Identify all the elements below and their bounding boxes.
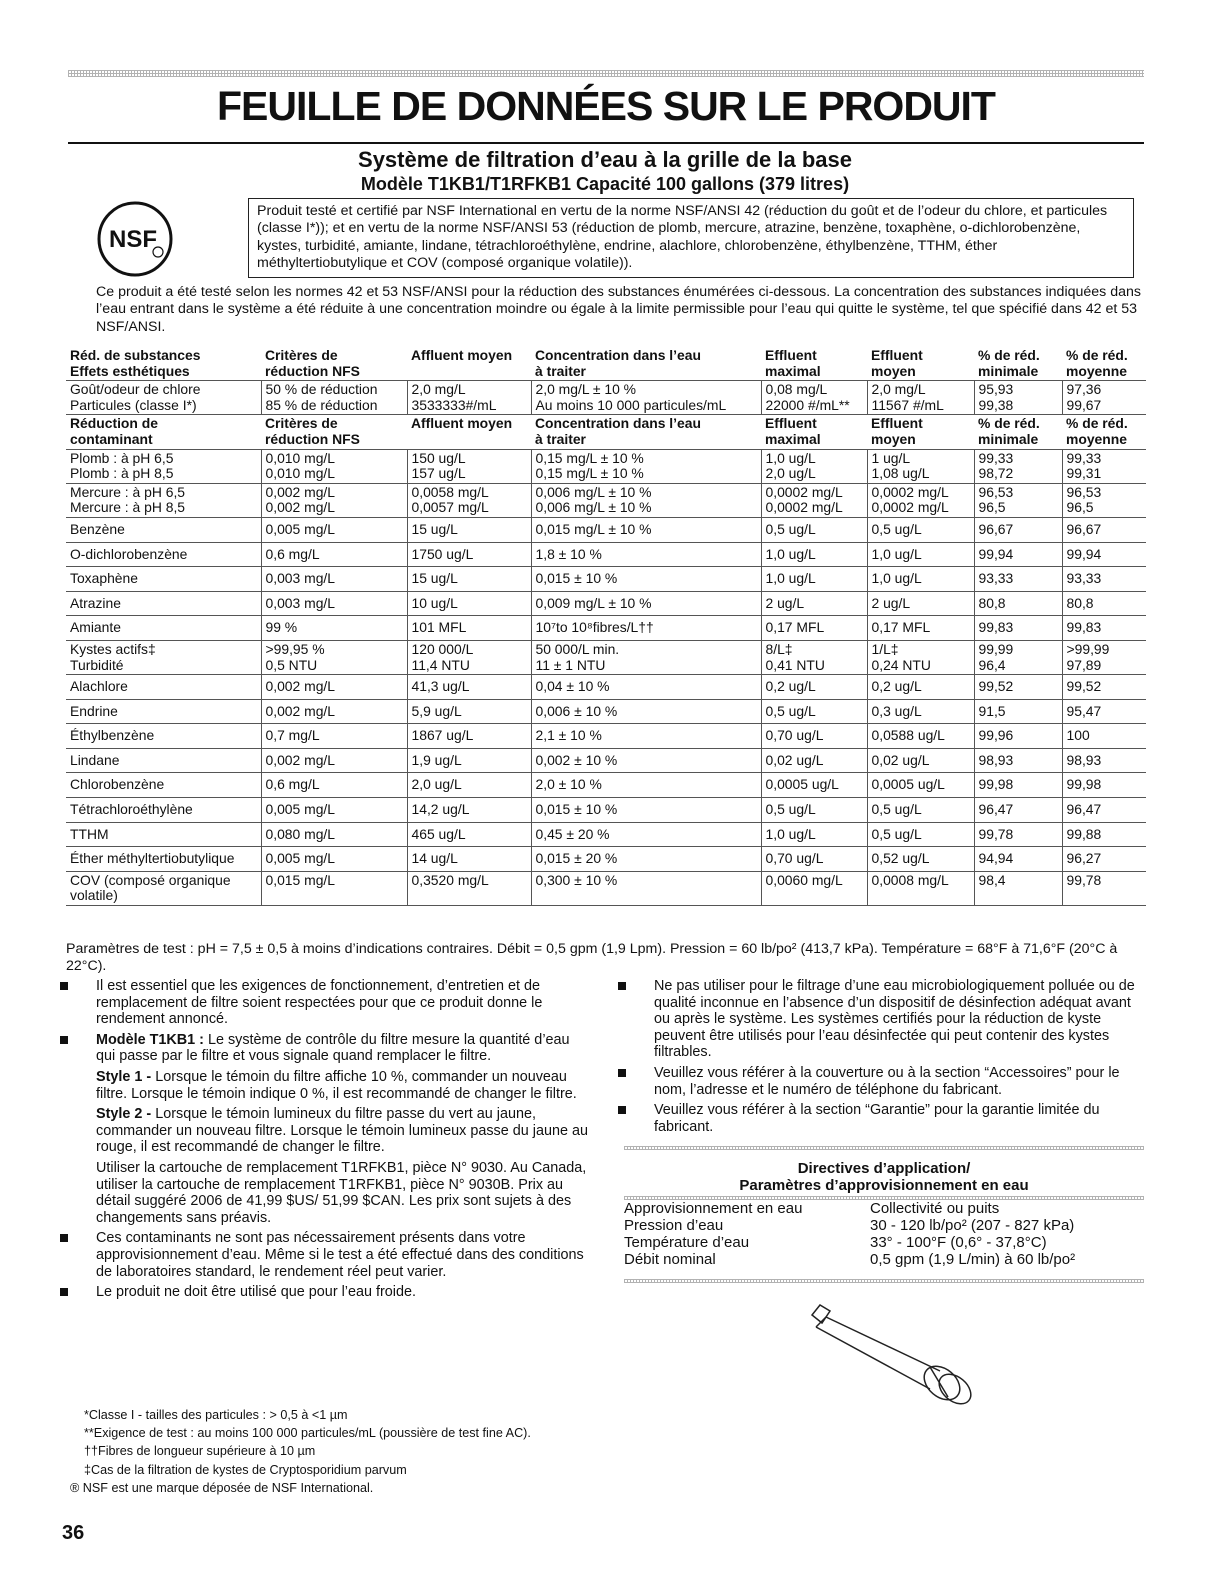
list-item — [60, 1230, 592, 1280]
table-cell: 1,9 ug/L — [407, 748, 531, 773]
table-cell: 0,0058 mg/L 0,0057 mg/L — [407, 483, 531, 517]
table-cell: % de réd. minimale — [974, 415, 1062, 449]
table-cell: 0,6 mg/L — [261, 773, 407, 798]
table-cell: 1750 ug/L — [407, 542, 531, 567]
table-cell: 80,8 — [1062, 591, 1146, 616]
table-cell: 0,080 mg/L — [261, 822, 407, 847]
table-cell: 0,5 ug/L — [867, 517, 974, 542]
table-row — [66, 449, 1146, 483]
table-row — [66, 724, 1146, 749]
table-cell: 99,98 — [974, 773, 1062, 798]
table-cell: 0,015 ± 20 % — [531, 847, 761, 872]
table-cell: Réduction de contaminant — [66, 415, 261, 449]
table-cell: 0,009 mg/L ± 10 % — [531, 591, 761, 616]
table-row — [66, 699, 1146, 724]
table-cell: 0,0002 mg/L 0,0002 mg/L — [761, 483, 867, 517]
table-cell: 2 ug/L — [867, 591, 974, 616]
table-cell: 1,0 ug/L — [761, 567, 867, 592]
table-cell: 0,0588 ug/L — [867, 724, 974, 749]
table-cell: 41,3 ug/L — [407, 675, 531, 700]
bullet-icon — [618, 982, 626, 990]
style1-body: Lorsque le témoin du filtre affiche 10 %, commander un nouveau filtre. Lorsque le témoin indique 0 %, il est recommandé de changer le filtre. — [96, 1068, 577, 1102]
footnote: ‡Cas de la filtration de kystes de Cryptosporidium parvum — [84, 1462, 407, 1477]
directive-label: Température d’eau — [624, 1234, 750, 1251]
table-cell: 465 ug/L — [407, 822, 531, 847]
table-cell: 99,52 — [1062, 675, 1146, 700]
model-text: Le système de contrôle du filtre mesure la quantité d’eau qui passe par le filtre et vous signale quand remplacer le filtre. — [96, 1031, 570, 1065]
bullet-text: Veuillez vous référer à la couverture ou à la section “Accessoires” pour le nom, l’adresse et le numéro de téléphone du fabricant. — [654, 1064, 1120, 1098]
table-cell: Mercure : à pH 6,5 Mercure : à pH 8,5 — [66, 483, 261, 517]
table-cell: 1,0 ug/L — [867, 542, 974, 567]
table-cell: 0,015 mg/L — [261, 871, 407, 905]
table-cell: 1867 ug/L — [407, 724, 531, 749]
table-row — [66, 483, 1146, 517]
table-cell: 1/L‡ 0,24 NTU — [867, 640, 974, 674]
table-cell: Effluent moyen — [867, 415, 974, 449]
table-cell: Critères de réduction NFS — [261, 415, 407, 449]
table-cell: 99,78 — [974, 822, 1062, 847]
table-cell: 99,83 — [1062, 616, 1146, 641]
directives-table — [624, 1200, 1144, 1268]
table-cell: 98,93 — [974, 748, 1062, 773]
table-row — [66, 517, 1146, 542]
table-row — [66, 847, 1146, 872]
table-cell: 99,52 — [974, 675, 1062, 700]
directive-value: 0,5 gpm (1,9 L/min) à 60 lb/po² — [870, 1251, 1076, 1268]
table-cell: 96,27 — [1062, 847, 1146, 872]
table-cell: 2 ug/L — [761, 591, 867, 616]
table-cell: 98,4 — [974, 871, 1062, 905]
list-item — [618, 978, 1144, 1061]
table-cell: 0,15 mg/L ± 10 % 0,15 mg/L ± 10 % — [531, 449, 761, 483]
table-cell: Affluent moyen — [407, 415, 531, 449]
bullet-text: Ne pas utiliser pour le filtrage d’une eau microbiologiquement polluée ou de qualité inconnue en l’absence d’un dispositif de désinfection adéquat avant ou après le système. Les systèmes certifiés pour la réduction de kyste peuvent être utilisés pour l’eau désinfectée qui peut contenir des kystes filtrables. — [654, 978, 1135, 1061]
filter-cartridge-illustration — [790, 1297, 990, 1405]
table-row — [66, 773, 1146, 798]
table-cell: 0,08 mg/L 22000 #/mL** — [761, 381, 867, 415]
table-cell: Affluent moyen — [411, 347, 513, 363]
table-cell: 0,3520 mg/L — [407, 871, 531, 905]
table-cell: Critères de réduction NFS — [265, 347, 360, 379]
table-cell: 0,0060 mg/L — [761, 871, 867, 905]
bullet-icon — [60, 1036, 68, 1044]
directives-top-rule — [624, 1146, 1144, 1150]
table-cell: 99,83 — [974, 616, 1062, 641]
top-dotted-rule — [68, 70, 1144, 77]
table-cell: 97,36 99,67 — [1062, 381, 1146, 415]
directive-label: Débit nominal — [624, 1251, 716, 1268]
table-cell: 99,96 — [974, 724, 1062, 749]
table-cell: 15 ug/L — [407, 567, 531, 592]
footnote: ††Fibres de longueur supérieure à 10 µm — [84, 1444, 316, 1459]
table-cell: Alachlore — [66, 675, 261, 700]
directive-value: 33° - 100°F (0,6° - 37,8°C) — [870, 1234, 1047, 1251]
table-cell: 1,0 ug/L 2,0 ug/L — [761, 449, 867, 483]
footnote: *Classe I - tailles des particules : > 0,5 à <1 µm — [84, 1408, 348, 1422]
table-cell: 99,94 — [1062, 542, 1146, 567]
table-cell: Goût/odeur de chlore Particules (classe I*) — [66, 381, 261, 415]
table-cell: Atrazine — [66, 591, 261, 616]
bullet-text: Il est essentiel que les exigences de fonctionnement, d’entretien et de remplacement de filtre soient respectées pour que ce produit donne le rendement annoncé. — [96, 978, 543, 1028]
table-cell: 96,53 96,5 — [1062, 483, 1146, 517]
table-cell: Plomb : à pH 6,5 Plomb : à pH 8,5 — [66, 449, 261, 483]
table-cell: 14 ug/L — [407, 847, 531, 872]
table-cell: 0,5 ug/L — [761, 798, 867, 823]
bullet-icon — [60, 982, 68, 990]
data-table — [66, 345, 1146, 906]
table-cell: 0,003 mg/L — [261, 567, 407, 592]
table-cell: 99,33 98,72 — [974, 449, 1062, 483]
table-cell: 0,002 mg/L — [261, 699, 407, 724]
table-cell: Réd. de substances Effets esthétiques — [70, 347, 201, 379]
title-rule — [68, 142, 1144, 144]
table-cell: 1,8 ± 10 % — [531, 542, 761, 567]
table-cell: 95,93 99,38 — [974, 381, 1062, 415]
test-parameters: Paramètres de test : pH = 7,5 ± 0,5 à moins d’indications contraires. Débit = 0,5 gpm (1,9 Lpm). Pression = 60 lb/po² (413,7 kPa). Température = 68°F à 71,6°F (20°C à 22°C). — [66, 941, 1118, 974]
table-cell: 2,0 ug/L — [407, 773, 531, 798]
directive-row — [624, 1200, 1144, 1217]
table-cell: 96,53 96,5 — [974, 483, 1062, 517]
style2-label: Style 2 - — [96, 1106, 152, 1123]
table-row — [66, 567, 1146, 592]
table-cell: Éthylbenzène — [66, 724, 261, 749]
table-cell: >99,99 97,89 — [1062, 640, 1146, 674]
bullet-icon — [618, 1069, 626, 1077]
table-cell: 2,1 ± 10 % — [531, 724, 761, 749]
table-cell: 96,67 — [974, 517, 1062, 542]
bullet-icon — [60, 1288, 68, 1296]
table-cell: % de réd. minimale — [978, 347, 1040, 379]
table-cell: 0,015 mg/L ± 10 % — [531, 517, 761, 542]
table-cell: 2,0 mg/L ± 10 % Au moins 10 000 particules/mL — [531, 381, 761, 415]
table-cell: 0,002 mg/L — [261, 748, 407, 773]
directive-row — [624, 1217, 1144, 1234]
table-cell: 0,005 mg/L — [261, 798, 407, 823]
table-cell: Toxaphène — [66, 567, 261, 592]
list-item — [618, 1065, 1144, 1098]
table-cell: 50 % de réduction 85 % de réduction — [261, 381, 407, 415]
directives-title-2: Paramètres d’approvisionnement en eau — [739, 1177, 1029, 1194]
table-cell: 10 ug/L — [407, 591, 531, 616]
table-cell: 0,70 ug/L — [761, 847, 867, 872]
model-line: Modèle T1KB1/T1RFKB1 Capacité 100 gallons (379 litres) — [360, 174, 850, 194]
table-cell: 99 % — [261, 616, 407, 641]
list-item — [60, 978, 592, 1028]
table-row — [66, 822, 1146, 847]
directive-row — [624, 1251, 1144, 1268]
table-cell: Concentration dans l’eau à traiter — [535, 347, 701, 379]
table-cell: 0,010 mg/L 0,010 mg/L — [261, 449, 407, 483]
table-cell: 8/L‡ 0,41 NTU — [761, 640, 867, 674]
table-cell: Chlorobenzène — [66, 773, 261, 798]
table-cell: Lindane — [66, 748, 261, 773]
directives-title-1: Directives d’application/ — [797, 1160, 971, 1177]
bullet-text — [96, 1032, 592, 1065]
table-cell: 93,33 — [974, 567, 1062, 592]
table-cell: 0,02 ug/L — [867, 748, 974, 773]
bullet-text: Le produit ne doit être utilisé que pour l’eau froide. — [96, 1284, 417, 1301]
table-cell: 96,67 — [1062, 517, 1146, 542]
table-cell: 0,7 mg/L — [261, 724, 407, 749]
table-cell: 100 — [1062, 724, 1146, 749]
table-cell: 1,0 ug/L — [761, 822, 867, 847]
table-cell: 120 000/L 11,4 NTU — [407, 640, 531, 674]
table-cell: 0,006 ± 10 % — [531, 699, 761, 724]
table-row — [66, 616, 1146, 641]
table-cell: 91,5 — [974, 699, 1062, 724]
table-cell: Effluent maximal — [761, 415, 867, 449]
table-cell: Effluent maximal — [765, 347, 821, 379]
table-cell: TTHM — [66, 822, 261, 847]
table-cell: 0,45 ± 20 % — [531, 822, 761, 847]
table-cell: 15 ug/L — [407, 517, 531, 542]
right-column — [618, 978, 1144, 1139]
bullet-icon — [60, 1234, 68, 1242]
table-header-row — [66, 345, 1146, 381]
bullet-text: Veuillez vous référer à la section “Garantie” pour la garantie limitée du fabricant. — [654, 1102, 1100, 1135]
page-number: 36 — [62, 1522, 85, 1544]
table-cell: 0,005 mg/L — [261, 517, 407, 542]
certification-box: Produit testé et certifié par NSF International en vertu de la norme NSF/ANSI 42 (réduction du goût et de l’odeur du chlore, et particules (classe I*)); et en vertu de la norme NSF/ANSI 53 (réduction de plomb, mercure, atrazine, benzène, toxaphène, o-dichlorobenzène, kystes, turbidité, amiante, lindane, tétrachloroéthylène, endrine, alachlore, chlorobenzène, éthylbenzène, TTHM, éther méthyltertiobutylique et COV (composé organique volatile)). — [248, 198, 1134, 278]
table-cell: 0,2 ug/L — [761, 675, 867, 700]
table-cell: COV (composé organique volatile) — [66, 871, 261, 905]
footnote: **Exigence de test : au moins 100 000 particules/mL (poussière de test fine AC). — [84, 1426, 531, 1441]
table-cell: 150 ug/L 157 ug/L — [407, 449, 531, 483]
table-cell: Éther méthyltertiobutylique — [66, 847, 261, 872]
table-row — [66, 675, 1146, 700]
directives-bottom-rule — [624, 1279, 1144, 1283]
table-row — [66, 798, 1146, 823]
table-cell: 0,17 MFL — [867, 616, 974, 641]
table-cell: Effluent moyen — [871, 347, 923, 379]
table-cell: 80,8 — [974, 591, 1062, 616]
table-cell: 98,93 — [1062, 748, 1146, 773]
table-cell: 0,2 ug/L — [867, 675, 974, 700]
footnotes — [70, 1406, 531, 1497]
table-cell: 95,47 — [1062, 699, 1146, 724]
table-cell: 50 000/L min. 11 ± 1 NTU — [531, 640, 761, 674]
table-cell: 2,0 mg/L 11567 #/mL — [867, 381, 974, 415]
table-cell: 0,6 mg/L — [261, 542, 407, 567]
nsf-logo — [96, 200, 174, 278]
directives-mid-rule — [624, 1196, 1144, 1200]
footnote: ® NSF est une marque déposée de NSF International. — [70, 1480, 374, 1495]
table-cell: % de réd. moyenne — [1066, 347, 1128, 379]
directives-section — [624, 1160, 1144, 1268]
table-cell: 0,5 ug/L — [867, 822, 974, 847]
table-row — [66, 640, 1146, 674]
table-row — [66, 381, 1146, 415]
table-cell: 0,02 ug/L — [761, 748, 867, 773]
list-item — [60, 1032, 592, 1227]
table-cell: 99,78 — [1062, 871, 1146, 905]
left-column — [60, 978, 592, 1305]
table-row — [66, 748, 1146, 773]
directive-label: Approvisionnement en eau — [624, 1200, 803, 1217]
table-cell: Amiante — [66, 616, 261, 641]
table-cell: 0,015 ± 10 % — [531, 567, 761, 592]
table-cell: 0,5 ug/L — [761, 517, 867, 542]
table-cell: 0,002 ± 10 % — [531, 748, 761, 773]
table-cell: 1,0 ug/L — [867, 567, 974, 592]
table-cell: 0,0005 ug/L — [867, 773, 974, 798]
table-cell: 99,94 — [974, 542, 1062, 567]
directive-label: Pression d’eau — [624, 1217, 724, 1234]
table-cell: 0,003 mg/L — [261, 591, 407, 616]
table-cell: 0,0005 ug/L — [761, 773, 867, 798]
table-cell: 5,9 ug/L — [407, 699, 531, 724]
bullet-icon — [618, 1106, 626, 1114]
table-cell: 0,52 ug/L — [867, 847, 974, 872]
table-row — [66, 542, 1146, 567]
table-cell: 0,0008 mg/L — [867, 871, 974, 905]
model-label: Modèle T1KB1 : — [96, 1031, 204, 1048]
table-cell: 1 ug/L 1,08 ug/L — [867, 449, 974, 483]
table-cell: 0,0002 mg/L 0,0002 mg/L — [867, 483, 974, 517]
table-cell: 0,04 ± 10 % — [531, 675, 761, 700]
table-cell: 99,33 99,31 — [1062, 449, 1146, 483]
table-cell: 0,5 ug/L — [867, 798, 974, 823]
table-cell: 0,015 ± 10 % — [531, 798, 761, 823]
table-cell: 0,17 MFL — [761, 616, 867, 641]
table-cell: 94,94 — [974, 847, 1062, 872]
table-cell: 1,0 ug/L — [761, 542, 867, 567]
table-cell: 2,0 ± 10 % — [531, 773, 761, 798]
table-cell: 93,33 — [1062, 567, 1146, 592]
table-cell: Endrine — [66, 699, 261, 724]
table-cell: 0,5 ug/L — [761, 699, 867, 724]
table-cell: Benzène — [66, 517, 261, 542]
replacement-text: Utiliser la cartouche de remplacement T1RFKB1, pièce N° 9030. Au Canada, utiliser la cartouche de remplacement T1RFKB1, pièce N° 9030B. Prix au détail suggéré 2006 de 41,99 $US/ 51,99 $CAN. Les prix sont sujets à des changements sans préavis. — [96, 1159, 587, 1226]
table-row — [66, 591, 1146, 616]
table-cell: 0,3 ug/L — [867, 699, 974, 724]
table-cell: O-dichlorobenzène — [66, 542, 261, 567]
table-cell: 0,300 ± 10 % — [531, 871, 761, 905]
subtitle: Système de filtration d’eau à la grille de la base — [358, 147, 852, 172]
list-item — [60, 1284, 592, 1301]
table-cell: 96,47 — [974, 798, 1062, 823]
table-cell: 0,005 mg/L — [261, 847, 407, 872]
nsf-logo-text: NSF — [109, 226, 157, 253]
table-cell: 99,99 96,4 — [974, 640, 1062, 674]
table-cell: 0,70 ug/L — [761, 724, 867, 749]
table-cell: 101 MFL — [407, 616, 531, 641]
bullet-text: Ces contaminants ne sont pas nécessairement présents dans votre approvisionnement d’eau. Même si le test a été effectué dans des conditions de laboratoires standard, le rendement réel peut varier. — [96, 1230, 584, 1280]
intro-paragraph: Ce produit a été testé selon les normes 42 et 53 NSF/ANSI pour la réduction des substances énumérées ci-dessous. La concentration des substances indiquées dans l’eau entrant dans le système a été réduite à une concentration moindre ou égale à la limite permissible pour l’eau qui quitte le système, tel que spécifié dans 42 et 53 NSF/ANSI. — [96, 284, 1141, 335]
table-cell: Tétrachloroéthylène — [66, 798, 261, 823]
table-cell: 10⁷to 10⁸fibres/L†† — [531, 616, 761, 641]
directive-value: 30 - 120 lb/po² (207 - 827 kPa) — [870, 1217, 1075, 1234]
list-item — [618, 1102, 1144, 1135]
style1-text — [96, 1069, 592, 1102]
style1-label: Style 1 - — [96, 1068, 152, 1085]
table-cell: Kystes actifs‡ Turbidité — [66, 640, 261, 674]
table-cell: 14,2 ug/L — [407, 798, 531, 823]
table-cell: % de réd. moyenne — [1062, 415, 1146, 449]
table-cell: 99,88 — [1062, 822, 1146, 847]
table-cell: 0,002 mg/L 0,002 mg/L — [261, 483, 407, 517]
table-cell: 2,0 mg/L 3533333#/mL — [407, 381, 531, 415]
directive-row — [624, 1234, 1144, 1251]
table-cell: 0,006 mg/L ± 10 % 0,006 mg/L ± 10 % — [531, 483, 761, 517]
page-title: FEUILLE DE DONNÉES SUR LE PRODUIT — [217, 83, 995, 129]
table-cell: >99,95 % 0,5 NTU — [261, 640, 407, 674]
table-cell: Concentration dans l’eau à traiter — [531, 415, 761, 449]
table-cell: 99,98 — [1062, 773, 1146, 798]
directive-value: Collectivité ou puits — [870, 1200, 1000, 1217]
table-header-row — [66, 415, 1146, 449]
table-row — [66, 871, 1146, 905]
table-cell: 96,47 — [1062, 798, 1146, 823]
table-cell: 0,002 mg/L — [261, 675, 407, 700]
style2-text — [96, 1106, 592, 1156]
style2-body: Lorsque le témoin lumineux du filtre passe du vert au jaune, commander un nouveau filtre. Lorsque le témoin lumineux passe du jaune au rouge, il est recommandé de changer le filtre. — [96, 1106, 588, 1156]
